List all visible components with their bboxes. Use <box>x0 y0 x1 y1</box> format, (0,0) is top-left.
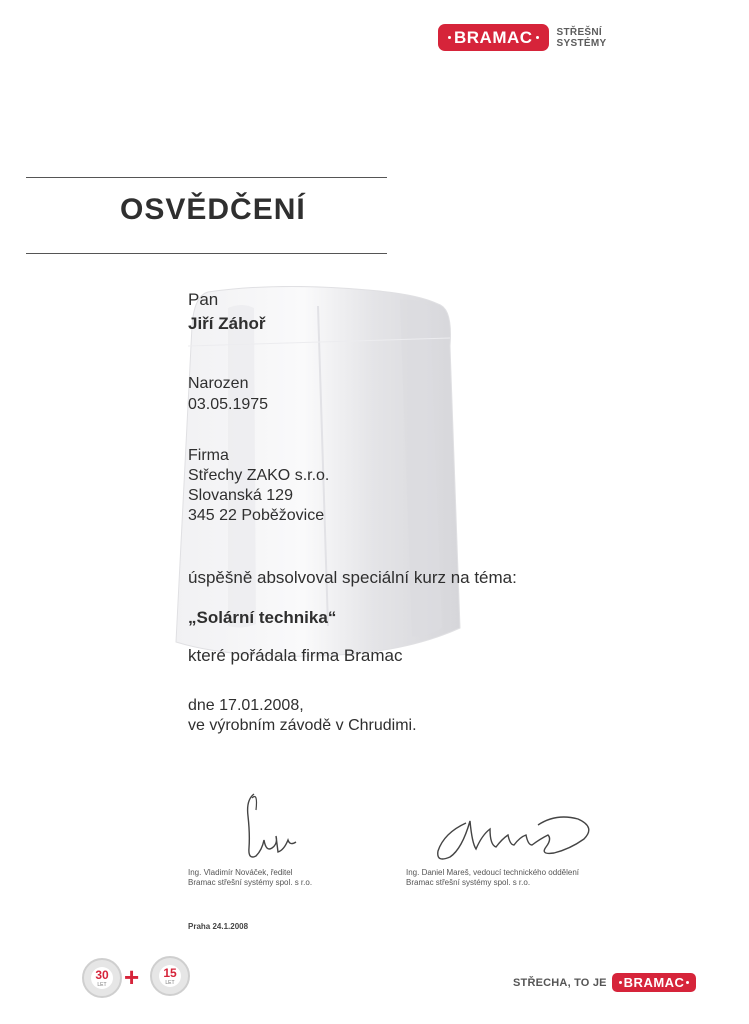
footer-slogan <box>513 973 696 992</box>
signatory-right-company: Bramac střešní systémy spol. s r.o. <box>406 878 531 887</box>
guarantee-badge-30 <box>82 958 122 998</box>
company-label: Firma <box>188 447 229 464</box>
born-date: 03.05.1975 <box>188 396 269 413</box>
slogan-bramac-text: BRAMAC <box>623 975 685 990</box>
logo-subtitle-line1: STŘEŠNÍ <box>556 26 602 38</box>
organizer-text: které pořádala firma Bramac <box>188 646 403 665</box>
statement-text: úspěšně absolvoval speciální kurz na téma: <box>188 568 517 587</box>
bramac-logo-pill <box>438 24 549 51</box>
logo-subtitle-line2: SYSTÉMY <box>556 37 607 49</box>
salutation: Pan <box>188 290 219 309</box>
signature-mares <box>428 805 618 875</box>
signatory-left-name: Ing. Vladimír Nováček, ředitel <box>188 868 293 877</box>
bramac-logo-text: BRAMAC <box>454 28 533 47</box>
bramac-logo <box>438 24 606 51</box>
certificate-title: OSVĚDČENÍ <box>120 193 306 226</box>
badge-30-number: 30 <box>95 968 109 982</box>
signatory-right-name: Ing. Daniel Mareš, vedoucí technického oddělení <box>406 868 579 877</box>
born-label: Narozen <box>188 375 249 392</box>
badge-15-number: 15 <box>163 966 177 980</box>
signature-novacek <box>232 790 312 870</box>
place-date: Praha 24.1.2008 <box>188 922 249 931</box>
badge-30-unit: LET <box>97 982 107 988</box>
course-title: „Solární technika“ <box>188 608 337 627</box>
logo-subtitle <box>557 27 607 49</box>
signature-caption-left <box>188 868 312 888</box>
slogan-text: STŘECHA, TO JE <box>513 976 607 989</box>
signature-caption-right <box>406 868 579 888</box>
company-street: Slovanská 129 <box>188 487 293 504</box>
slogan-bramac-logo <box>612 973 697 992</box>
badge-15-unit: LET <box>165 980 175 986</box>
course-location: ve výrobním závodě v Chrudimi. <box>188 717 417 734</box>
course-date: dne 17.01.2008, <box>188 697 304 714</box>
title-rule-top <box>26 177 387 178</box>
company-name: Střechy ZAKO s.r.o. <box>188 467 330 484</box>
recipient-name: Jiří Záhoř <box>188 314 266 333</box>
company-city: 345 22 Poběžovice <box>188 507 325 524</box>
plus-icon: + <box>124 962 140 992</box>
title-rule-bottom <box>26 253 387 254</box>
guarantee-badge-15 <box>150 956 190 996</box>
signatory-left-company: Bramac střešní systémy spol. s r.o. <box>188 878 313 887</box>
